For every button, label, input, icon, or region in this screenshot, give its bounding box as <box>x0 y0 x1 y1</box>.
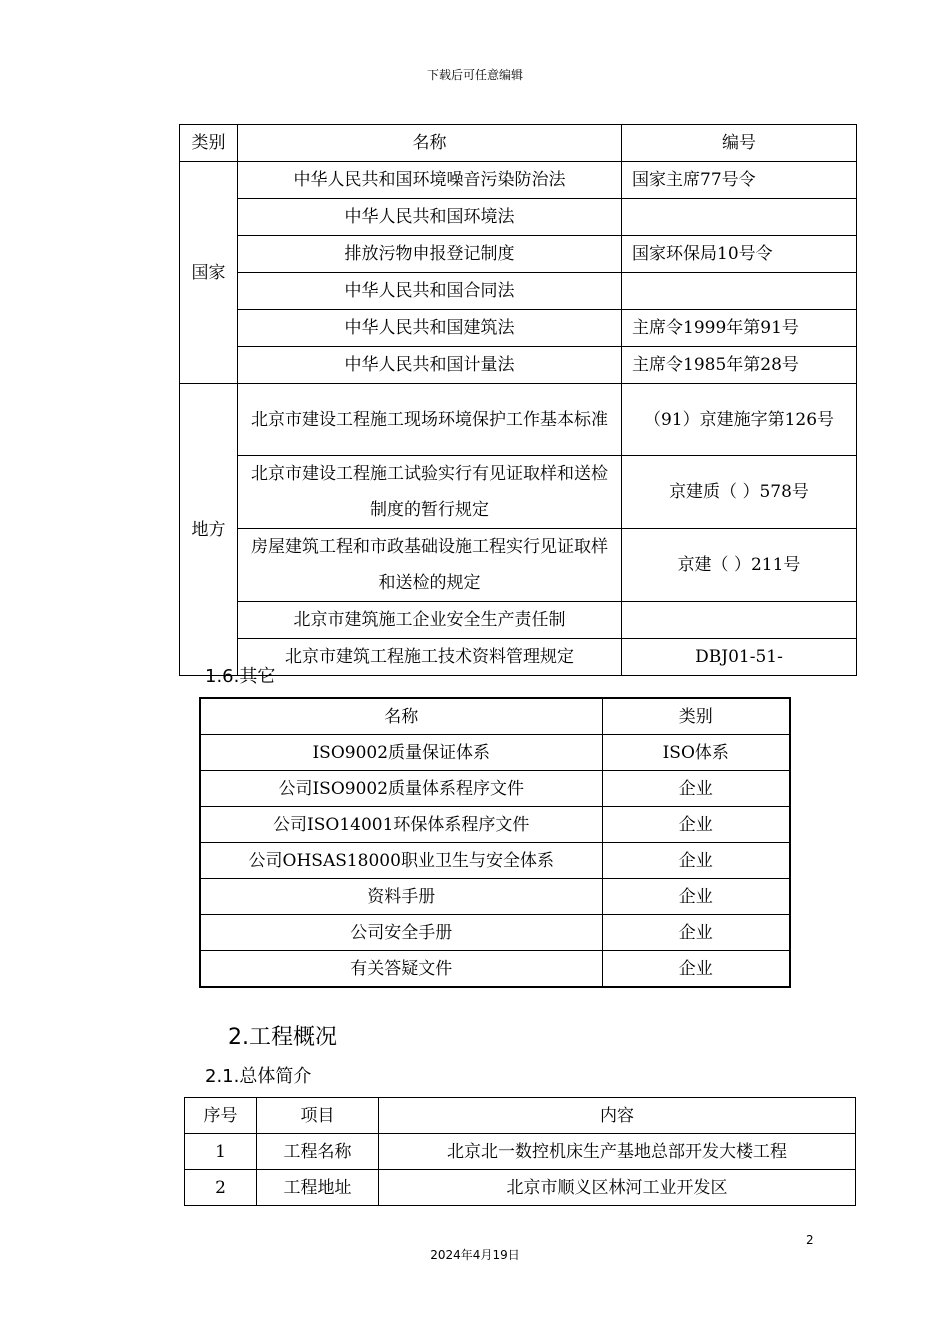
regulation-name: 北京市建筑施工企业安全生产责任制 <box>238 602 622 639</box>
row-item: 工程名称 <box>257 1134 379 1170</box>
table-row <box>180 236 857 273</box>
regulation-name: 房屋建筑工程和市政基础设施工程实行见证取样和送检的规定 <box>238 529 622 602</box>
category-cell-national: 国家 <box>180 162 238 384</box>
document-name: 公司ISO9002质量体系程序文件 <box>200 771 602 807</box>
table-row <box>200 771 790 807</box>
section-heading-2-1: 2.1.总体简介 <box>205 1066 312 1087</box>
regulation-name: 北京市建设工程施工现场环境保护工作基本标准 <box>238 384 622 456</box>
regulation-code: 主席令1999年第91号 <box>622 310 857 347</box>
header-category: 类别 <box>180 125 238 162</box>
regulation-code: 国家主席77号令 <box>622 162 857 199</box>
table-row <box>185 1170 856 1206</box>
table-row <box>180 456 857 529</box>
regulation-code: 京建（ ）211号 <box>622 529 857 602</box>
header-item: 项目 <box>257 1098 379 1134</box>
document-type: 企业 <box>602 915 790 951</box>
table-row <box>180 384 857 456</box>
regulation-code: DBJ01-51- <box>622 639 857 676</box>
regulation-name: 中华人民共和国合同法 <box>238 273 622 310</box>
table-row <box>185 1134 856 1170</box>
table-row <box>200 951 790 988</box>
other-documents-table <box>199 697 791 988</box>
regulation-code <box>622 602 857 639</box>
header-note: 下载后可任意编辑 <box>426 68 523 82</box>
table-row <box>180 347 857 384</box>
document-name: 公司安全手册 <box>200 915 602 951</box>
document-type: 企业 <box>602 771 790 807</box>
document-name: 公司ISO14001环保体系程序文件 <box>200 807 602 843</box>
table-row <box>180 529 857 602</box>
document-type: 企业 <box>602 843 790 879</box>
row-content: 北京北一数控机床生产基地总部开发大楼工程 <box>379 1134 856 1170</box>
table-row <box>180 602 857 639</box>
regulation-code: 国家环保局10号令 <box>622 236 857 273</box>
document-type: 企业 <box>602 807 790 843</box>
regulation-name: 中华人民共和国建筑法 <box>238 310 622 347</box>
regulation-code <box>622 273 857 310</box>
regulations-table <box>179 124 857 676</box>
row-index: 2 <box>185 1170 257 1206</box>
table-row <box>200 879 790 915</box>
table-header-row <box>200 698 790 735</box>
table-row <box>200 915 790 951</box>
table-row <box>180 162 857 199</box>
table-row <box>180 639 857 676</box>
regulation-code: 京建质（ ）578号 <box>622 456 857 529</box>
table-row <box>200 735 790 771</box>
regulation-code: （91）京建施字第126号 <box>622 384 857 456</box>
document-type: 企业 <box>602 951 790 988</box>
header-content: 内容 <box>379 1098 856 1134</box>
document-type: ISO体系 <box>602 735 790 771</box>
page-number: 2 <box>806 1233 814 1247</box>
document-name: 资料手册 <box>200 879 602 915</box>
table-row <box>200 807 790 843</box>
header-index: 序号 <box>185 1098 257 1134</box>
regulation-name: 中华人民共和国环境噪音污染防治法 <box>238 162 622 199</box>
regulation-name: 排放污物申报登记制度 <box>238 236 622 273</box>
regulation-code: 主席令1985年第28号 <box>622 347 857 384</box>
category-cell-local: 地方 <box>180 384 238 676</box>
table-row <box>180 310 857 347</box>
regulation-name: 北京市建筑工程施工技术资料管理规定 <box>238 639 622 676</box>
header-code: 编号 <box>622 125 857 162</box>
document-name: 有关答疑文件 <box>200 951 602 988</box>
table-row <box>200 843 790 879</box>
table-header-row <box>180 125 857 162</box>
regulation-name: 北京市建设工程施工试验实行有见证取样和送检制度的暂行规定 <box>238 456 622 529</box>
document-name: 公司OHSAS18000职业卫生与安全体系 <box>200 843 602 879</box>
header-name: 名称 <box>238 125 622 162</box>
header-type: 类别 <box>602 698 790 735</box>
project-overview-table <box>184 1097 856 1206</box>
document-name: ISO9002质量保证体系 <box>200 735 602 771</box>
regulation-name: 中华人民共和国环境法 <box>238 199 622 236</box>
document-type: 企业 <box>602 879 790 915</box>
regulation-code <box>622 199 857 236</box>
row-item: 工程地址 <box>257 1170 379 1206</box>
section-heading-1-6: 1.6.其它 <box>205 666 276 687</box>
regulation-name: 中华人民共和国计量法 <box>238 347 622 384</box>
footer-date: 2024年4月19日 <box>430 1248 520 1262</box>
section-heading-2: 2.工程概况 <box>228 1025 337 1050</box>
row-content: 北京市顺义区林河工业开发区 <box>379 1170 856 1206</box>
table-header-row <box>185 1098 856 1134</box>
row-index: 1 <box>185 1134 257 1170</box>
table-row <box>180 199 857 236</box>
header-name: 名称 <box>200 698 602 735</box>
table-row <box>180 273 857 310</box>
